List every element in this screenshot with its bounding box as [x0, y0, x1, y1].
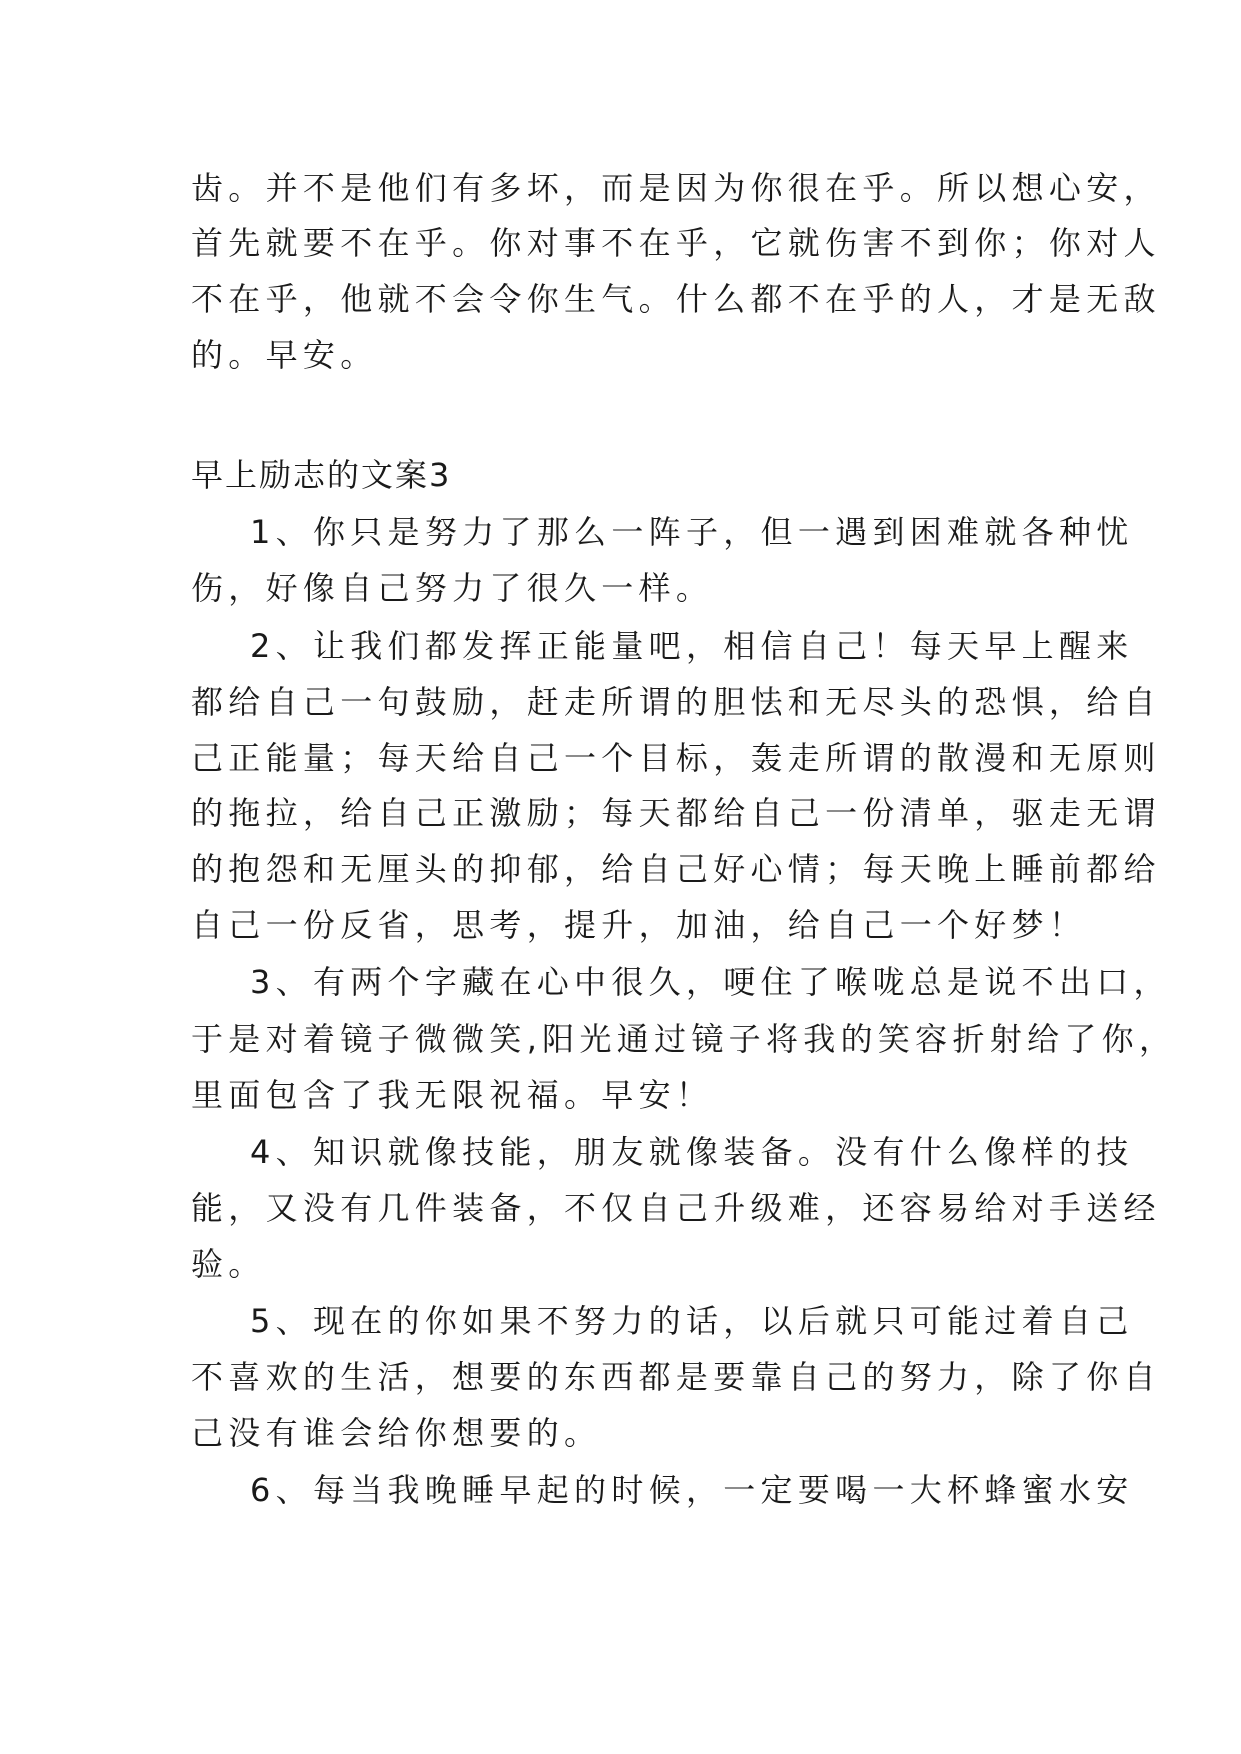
list-item-line: 己没有谁会给你想要的。	[191, 1414, 602, 1452]
paragraph-line: 首先就要不在乎。你对事不在乎，它就伤害不到你；你对人	[191, 224, 1161, 262]
list-item-line: 能，又没有几件装备，不仅自己升级难，还容易给对手送经	[191, 1189, 1161, 1227]
list-item-line: 里面包含了我无限祝福。早安！	[191, 1076, 714, 1114]
section-title: 早上励志的文案3	[191, 456, 452, 494]
list-item-line: 于是对着镜子微微笑,阳光通过镜子将我的笑容折射给了你，	[191, 1020, 1177, 1058]
list-item-line: 不喜欢的生活，想要的东西都是要靠自己的努力，除了你自	[191, 1358, 1161, 1396]
list-item-line: 伤，好像自己努力了很久一样。	[191, 569, 714, 607]
paragraph-line: 不在乎，他就不会令你生气。什么都不在乎的人，才是无敌	[191, 280, 1161, 318]
list-item-line: 的拖拉，给自己正激励；每天都给自己一份清单，驱走无谓	[191, 794, 1161, 832]
list-item-line: 的抱怨和无厘头的抑郁，给自己好心情；每天晚上睡前都给	[191, 850, 1161, 888]
list-item-line: 验。	[191, 1245, 266, 1283]
list-item-line: 己正能量；每天给自己一个目标，轰走所谓的散漫和无原则	[191, 739, 1161, 777]
list-item-line: 都给自己一句鼓励，赶走所谓的胆怯和无尽头的恐惧，给自	[191, 683, 1161, 721]
list-item-line: 2、让我们都发挥正能量吧，相信自己！每天早上醒来	[250, 627, 1134, 665]
paragraph-line: 齿。并不是他们有多坏，而是因为你很在乎。所以想心安，	[191, 169, 1161, 207]
list-item-line: 3、有两个字藏在心中很久，哽住了喉咙总是说不出口，	[250, 963, 1171, 1001]
list-item-line: 5、现在的你如果不努力的话，以后就只可能过着自己	[250, 1302, 1134, 1340]
list-item-line: 4、知识就像技能，朋友就像装备。没有什么像样的技	[250, 1133, 1134, 1171]
list-item-line: 1、你只是努力了那么一阵子，但一遇到困难就各种忧	[250, 513, 1134, 551]
paragraph-line: 的。早安。	[191, 336, 378, 374]
list-item-line: 6、每当我晚睡早起的时候，一定要喝一大杯蜂蜜水安	[250, 1471, 1134, 1509]
list-item-line: 自己一份反省，思考，提升，加油，给自己一个好梦！	[191, 906, 1087, 944]
